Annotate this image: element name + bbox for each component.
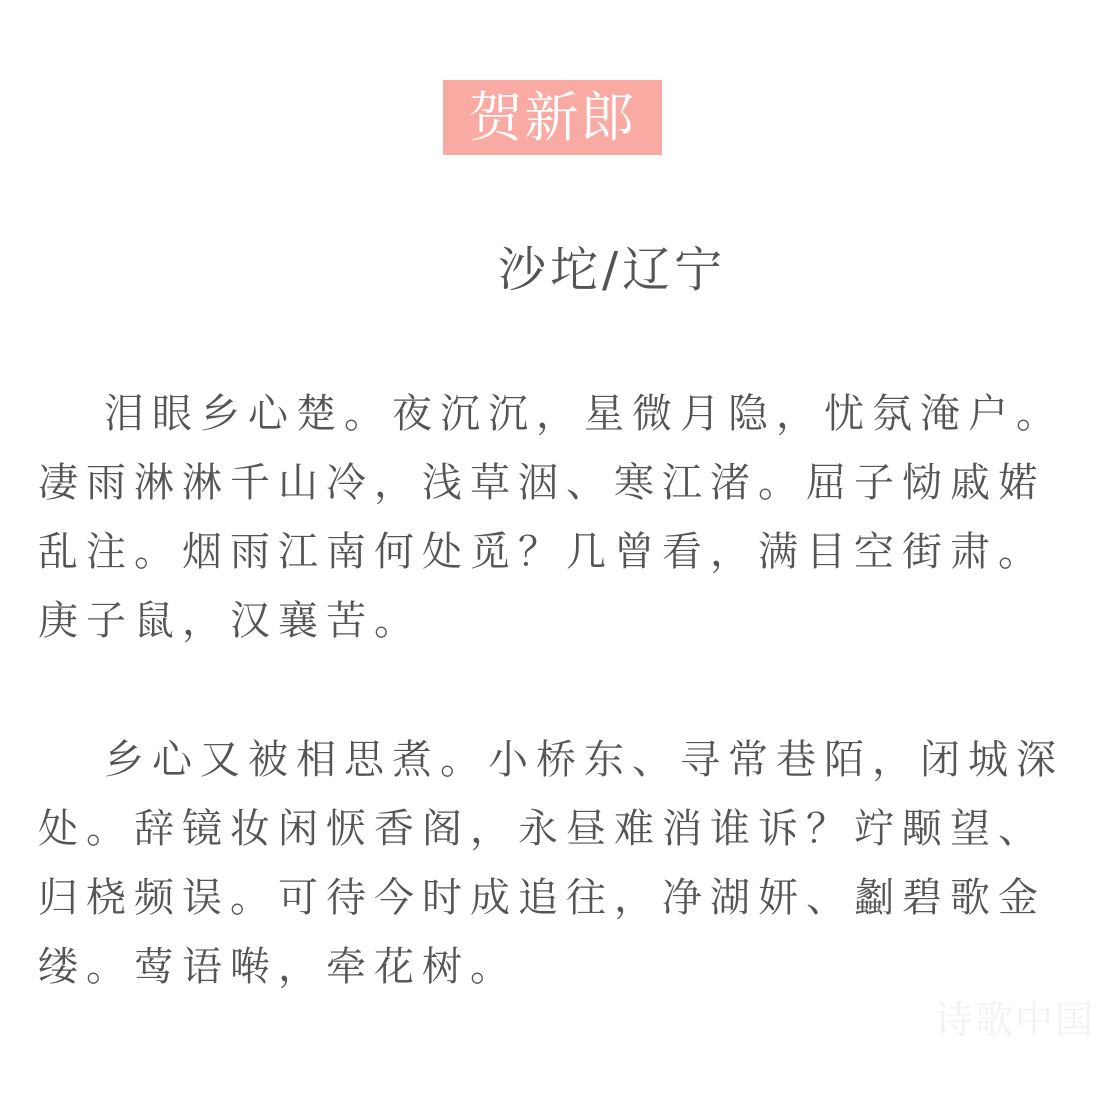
poem-line: 泪眼乡心楚。夜沉沉，星微月隐，忧氛淹户。 — [104, 391, 1064, 437]
poem-line: 乱注。烟雨江南何处觅？几曾看，满目空街肃。 — [38, 529, 1046, 575]
poem-line: 庚子鼠，汉襄苦。 — [38, 598, 422, 644]
poem-line: 缕。莺语啭，牵花树。 — [38, 944, 518, 990]
poem-line: 凄雨淋淋千山冷，浅草洇、寒江渚。屈子恸戚婼 — [38, 460, 1046, 506]
poem-title: 贺新郎 — [443, 80, 662, 155]
poem-line: 处。辞镜妆闲恹香阁，永昼难消谁诉？竚颙望、 — [38, 806, 1046, 852]
poem-author: 沙坨/辽宁 — [498, 242, 727, 298]
poem-stanza-1 — [38, 380, 1068, 656]
poem-line: 归桡频误。可待今时成追往，净湖妍、劙碧歌金 — [38, 875, 1046, 921]
watermark-logo: 诗歌中国 — [934, 998, 1095, 1042]
poem-stanza-2 — [38, 726, 1068, 1002]
poem-line: 乡心又被相思煮。小桥东、寻常巷陌，闭城深 — [104, 737, 1064, 783]
